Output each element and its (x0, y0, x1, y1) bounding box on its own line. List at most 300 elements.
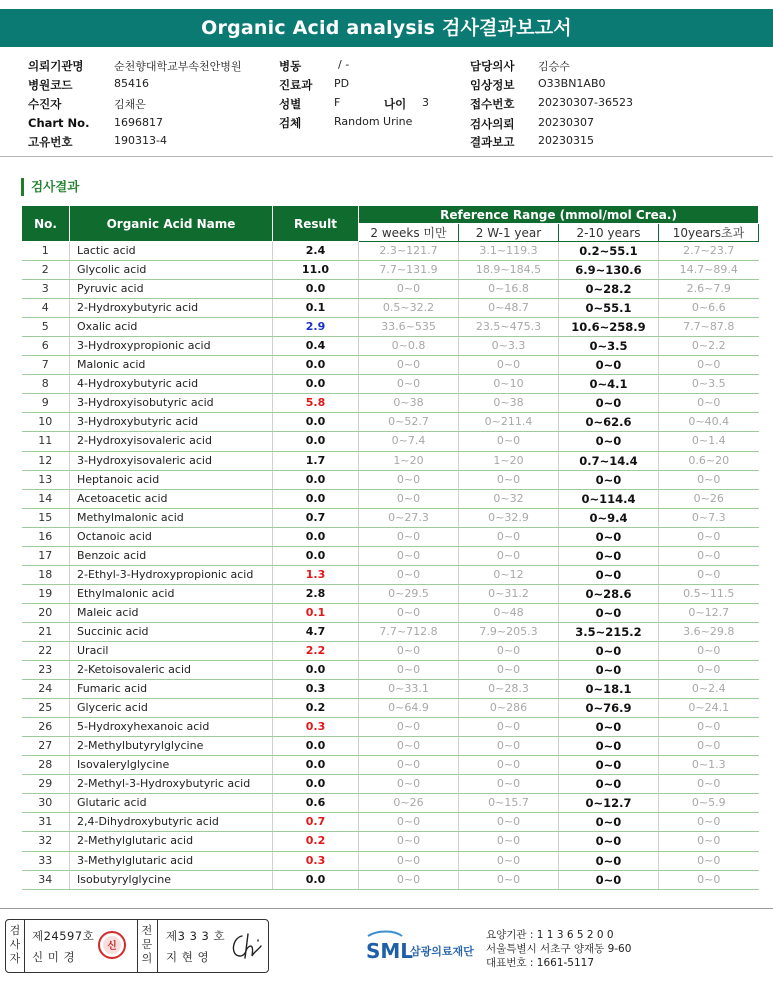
acid-name: Glyceric acid (70, 699, 273, 718)
ref-2weeks: 0~0 (359, 718, 459, 737)
ref-2w-1year: 0~15.7 (459, 794, 559, 813)
ref-2-10years: 0~28.2 (559, 280, 659, 299)
subheader-2weeks: 2 weeks 미만 (359, 224, 459, 242)
ref-10years: 14.7~89.4 (659, 261, 759, 280)
org-line-1: 요양기관 : 1 1 3 6 5 2 0 0 (486, 929, 614, 941)
result-value: 0.0 (273, 870, 359, 889)
specialist-name: 지 현 영 (166, 950, 210, 964)
table-row (22, 661, 759, 680)
table-row (22, 832, 759, 851)
sml-logo (364, 928, 484, 968)
result-value: 0.0 (273, 661, 359, 680)
sex-label: 성별 (279, 97, 302, 111)
ref-2w-1year: 0~28.3 (459, 680, 559, 699)
ref-10years: 0~2.2 (659, 337, 759, 356)
specimen-label: 검체 (279, 116, 302, 130)
ref-2-10years: 0~0 (559, 432, 659, 451)
row-number: 30 (22, 794, 70, 813)
ref-2weeks: 0~0 (359, 489, 459, 508)
ref-10years: 0~5.9 (659, 794, 759, 813)
ref-2w-1year: 0~0 (459, 737, 559, 756)
ref-2-10years: 0~0 (559, 603, 659, 622)
result-value: 2.9 (273, 318, 359, 337)
ref-2w-1year: 0~10 (459, 375, 559, 394)
ref-2weeks: 0~0 (359, 375, 459, 394)
clinical-label: 임상정보 (470, 78, 515, 92)
result-value: 0.2 (273, 832, 359, 851)
specialist-signature (228, 930, 264, 964)
results-table (21, 205, 759, 890)
ref-2-10years: 3.5~215.2 (559, 622, 659, 641)
ref-2-10years: 0~3.5 (559, 337, 659, 356)
ref-2weeks: 0~0 (359, 737, 459, 756)
table-row (22, 680, 759, 699)
ref-2w-1year: 0~0 (459, 527, 559, 546)
acid-name: 3-Hydroxybutyric acid (70, 413, 273, 432)
result-value: 0.0 (273, 546, 359, 565)
ref-2w-1year: 0~0 (459, 775, 559, 794)
ref-2-10years: 0~0 (559, 813, 659, 832)
table-row (22, 261, 759, 280)
result-value: 0.3 (273, 718, 359, 737)
result-value: 2.2 (273, 641, 359, 660)
result-value: 0.3 (273, 851, 359, 870)
acid-name: 2,4-Dihydroxybutyric acid (70, 813, 273, 832)
ref-2-10years: 0.2~55.1 (559, 242, 659, 261)
row-number: 13 (22, 470, 70, 489)
logo-org-name: 삼광의료재단 (410, 945, 474, 958)
acid-name: Methylmalonic acid (70, 508, 273, 527)
result-value: 2.4 (273, 242, 359, 261)
row-number: 6 (22, 337, 70, 356)
ref-2weeks: 0~0 (359, 832, 459, 851)
report-date-label: 결과보고 (470, 135, 515, 149)
acid-name: 3-Methylglutaric acid (70, 851, 273, 870)
ref-10years: 0~0 (659, 775, 759, 794)
ref-2weeks: 0~7.4 (359, 432, 459, 451)
ref-2w-1year: 0~16.8 (459, 280, 559, 299)
table-row (22, 527, 759, 546)
table-row (22, 641, 759, 660)
ref-2weeks: 0~52.7 (359, 413, 459, 432)
ref-2weeks: 0~0 (359, 603, 459, 622)
ref-10years: 0~0 (659, 661, 759, 680)
ref-2w-1year: 0~0 (459, 870, 559, 889)
table-row (22, 870, 759, 889)
ref-2w-1year: 0~48 (459, 603, 559, 622)
table-row (22, 280, 759, 299)
result-value: 0.0 (273, 489, 359, 508)
acid-name: Isovalerylglycine (70, 756, 273, 775)
header-name: Organic Acid Name (70, 206, 273, 242)
specialist-number: 제3 3 3 호 (166, 929, 226, 943)
table-row (22, 813, 759, 832)
signature-box (5, 919, 269, 973)
ref-2-10years: 0~0 (559, 565, 659, 584)
unique-label: 고유번호 (28, 135, 73, 149)
acid-name: 3-Hydroxyisobutyric acid (70, 394, 273, 413)
acid-name: Pyruvic acid (70, 280, 273, 299)
ref-2weeks: 0~0 (359, 565, 459, 584)
ref-10years: 0~0 (659, 870, 759, 889)
acid-name: Malonic acid (70, 356, 273, 375)
ref-2weeks: 2.3~121.7 (359, 242, 459, 261)
ward-label: 병동 (279, 59, 302, 73)
ref-10years: 0~1.3 (659, 756, 759, 775)
ref-2-10years: 0~0 (559, 641, 659, 660)
ref-2w-1year: 0~0 (459, 470, 559, 489)
ref-2weeks: 0~0 (359, 813, 459, 832)
ref-2-10years: 0~12.7 (559, 794, 659, 813)
code-value: 85416 (114, 77, 149, 90)
sex-value: F (334, 96, 341, 109)
ref-2-10years: 0~0 (559, 356, 659, 375)
row-number: 28 (22, 756, 70, 775)
table-row (22, 584, 759, 603)
patient-info (0, 53, 773, 153)
ref-2weeks: 0~0.8 (359, 337, 459, 356)
result-value: 0.0 (273, 775, 359, 794)
ref-10years: 0.6~20 (659, 451, 759, 470)
code-label: 병원코드 (28, 78, 73, 92)
ref-2w-1year: 0~0 (459, 356, 559, 375)
tester-name: 신 미 경 (32, 950, 76, 964)
ref-2w-1year: 0~0 (459, 432, 559, 451)
ref-2weeks: 7.7~712.8 (359, 622, 459, 641)
doctor-value: 김승수 (538, 60, 570, 73)
ref-2w-1year: 0~0 (459, 851, 559, 870)
ref-2weeks: 0~0 (359, 641, 459, 660)
ref-2-10years: 0~0 (559, 718, 659, 737)
ref-10years: 2.6~7.9 (659, 280, 759, 299)
row-number: 3 (22, 280, 70, 299)
result-value: 11.0 (273, 261, 359, 280)
age-label: 나이 (384, 97, 407, 111)
row-number: 17 (22, 546, 70, 565)
ref-2weeks: 0~27.3 (359, 508, 459, 527)
ref-2w-1year: 18.9~184.5 (459, 261, 559, 280)
ref-2-10years: 0~0 (559, 546, 659, 565)
ref-2w-1year: 0~31.2 (459, 584, 559, 603)
ref-2weeks: 0~0 (359, 280, 459, 299)
table-row (22, 337, 759, 356)
ref-2-10years: 0~0 (559, 851, 659, 870)
header-reference: Reference Range (mmol/mol Crea.) (359, 206, 759, 224)
table-row (22, 394, 759, 413)
ref-2-10years: 10.6~258.9 (559, 318, 659, 337)
tester-label: 검사자 (9, 924, 21, 965)
row-number: 7 (22, 356, 70, 375)
unique-value: 190313-4 (114, 134, 167, 147)
ref-2weeks: 0~0 (359, 546, 459, 565)
table-row (22, 737, 759, 756)
acid-name: Uracil (70, 641, 273, 660)
result-value: 0.1 (273, 603, 359, 622)
row-number: 15 (22, 508, 70, 527)
table-row (22, 432, 759, 451)
ref-10years: 0~0 (659, 565, 759, 584)
result-value: 0.0 (273, 280, 359, 299)
ref-2-10years: 0~0 (559, 737, 659, 756)
ref-2-10years: 0~0 (559, 870, 659, 889)
table-row (22, 622, 759, 641)
ref-2-10years: 0~4.1 (559, 375, 659, 394)
acid-name: 5-Hydroxyhexanoic acid (70, 718, 273, 737)
ref-2weeks: 1~20 (359, 451, 459, 470)
ref-10years: 0~0 (659, 546, 759, 565)
table-row (22, 546, 759, 565)
ref-2-10years: 0~76.9 (559, 699, 659, 718)
ref-10years: 3.6~29.8 (659, 622, 759, 641)
info-divider (0, 156, 773, 157)
ref-10years: 0~0 (659, 718, 759, 737)
request-label: 검사의뢰 (470, 117, 515, 131)
ref-2w-1year: 7.9~205.3 (459, 622, 559, 641)
ref-2weeks: 0~0 (359, 470, 459, 489)
ref-10years: 0.5~11.5 (659, 584, 759, 603)
table-row (22, 603, 759, 622)
specimen-value: Random Urine (334, 115, 413, 128)
acid-name: 3-Hydroxyisovaleric acid (70, 451, 273, 470)
row-number: 5 (22, 318, 70, 337)
acid-name: Maleic acid (70, 603, 273, 622)
ref-2-10years: 0~0 (559, 775, 659, 794)
footer-divider (0, 908, 773, 909)
header-no: No. (22, 206, 70, 242)
ref-10years: 2.7~23.7 (659, 242, 759, 261)
ref-2w-1year: 0~211.4 (459, 413, 559, 432)
ref-2w-1year: 0~32.9 (459, 508, 559, 527)
row-number: 20 (22, 603, 70, 622)
ref-2w-1year: 0~48.7 (459, 299, 559, 318)
hospital-value: 순천향대학교부속천안병원 (114, 60, 242, 73)
row-number: 2 (22, 261, 70, 280)
result-value: 0.7 (273, 813, 359, 832)
ref-10years: 0~0 (659, 470, 759, 489)
ref-2w-1year: 23.5~475.3 (459, 318, 559, 337)
row-number: 8 (22, 375, 70, 394)
ref-2weeks: 0~0 (359, 756, 459, 775)
ref-2weeks: 0~0 (359, 356, 459, 375)
table-row (22, 356, 759, 375)
ref-2-10years: 0~28.6 (559, 584, 659, 603)
receipt-label: 접수번호 (470, 97, 515, 111)
row-number: 26 (22, 718, 70, 737)
acid-name: Acetoacetic acid (70, 489, 273, 508)
ref-2-10years: 0~18.1 (559, 680, 659, 699)
ref-2w-1year: 0~286 (459, 699, 559, 718)
org-line-2: 서울특별시 서초구 양재동 9-60 (486, 943, 632, 955)
row-number: 1 (22, 242, 70, 261)
ref-2-10years: 0~9.4 (559, 508, 659, 527)
ref-2weeks: 7.7~131.9 (359, 261, 459, 280)
ref-10years: 0~6.6 (659, 299, 759, 318)
ref-2-10years: 0~0 (559, 661, 659, 680)
receipt-value: 20230307-36523 (538, 96, 633, 109)
table-row (22, 756, 759, 775)
svg-text:신: 신 (107, 941, 117, 952)
acid-name: 2-Methylbutyrylglycine (70, 737, 273, 756)
row-number: 19 (22, 584, 70, 603)
table-row (22, 242, 759, 261)
result-value: 0.0 (273, 756, 359, 775)
table-row (22, 851, 759, 870)
table-row (22, 451, 759, 470)
acid-name: 3-Hydroxypropionic acid (70, 337, 273, 356)
ref-2weeks: 0~0 (359, 870, 459, 889)
ref-2weeks: 0~0 (359, 851, 459, 870)
result-value: 0.0 (273, 356, 359, 375)
ref-2weeks: 0~0 (359, 661, 459, 680)
result-value: 0.0 (273, 375, 359, 394)
ref-10years: 0~0 (659, 813, 759, 832)
acid-name: 2-Methylglutaric acid (70, 832, 273, 851)
row-number: 24 (22, 680, 70, 699)
row-number: 23 (22, 661, 70, 680)
acid-name: 2-Methyl-3-Hydroxybutyric acid (70, 775, 273, 794)
ref-2weeks: 0~29.5 (359, 584, 459, 603)
chart-label: Chart No. (28, 116, 90, 130)
result-value: 2.8 (273, 584, 359, 603)
ref-10years: 0~7.3 (659, 508, 759, 527)
ref-2-10years: 0~114.4 (559, 489, 659, 508)
report-title: Organic Acid analysis 검사결과보고서 (0, 9, 773, 47)
row-number: 16 (22, 527, 70, 546)
ref-2-10years: 6.9~130.6 (559, 261, 659, 280)
ref-10years: 0~1.4 (659, 432, 759, 451)
row-number: 31 (22, 813, 70, 832)
ref-2w-1year: 0~12 (459, 565, 559, 584)
org-line-3: 대표번호 : 1661-5117 (486, 957, 595, 969)
row-number: 9 (22, 394, 70, 413)
acid-name: 2-Ethyl-3-Hydroxypropionic acid (70, 565, 273, 584)
ref-2w-1year: 0~38 (459, 394, 559, 413)
row-number: 18 (22, 565, 70, 584)
ref-2weeks: 33.6~535 (359, 318, 459, 337)
ref-2weeks: 0~64.9 (359, 699, 459, 718)
row-number: 10 (22, 413, 70, 432)
ref-10years: 0~0 (659, 641, 759, 660)
acid-name: Lactic acid (70, 242, 273, 261)
result-value: 0.0 (273, 527, 359, 546)
result-value: 0.2 (273, 699, 359, 718)
ref-10years: 0~2.4 (659, 680, 759, 699)
subheader-2-10years: 2-10 years (559, 224, 659, 242)
ref-10years: 0~0 (659, 527, 759, 546)
ref-2-10years: 0~55.1 (559, 299, 659, 318)
tester-stamp (97, 930, 127, 960)
subheader-10years: 10years초과 (659, 224, 759, 242)
acid-name: Octanoic acid (70, 527, 273, 546)
result-value: 4.7 (273, 622, 359, 641)
ref-10years: 0~24.1 (659, 699, 759, 718)
ref-2w-1year: 0~0 (459, 661, 559, 680)
patient-label: 수진자 (28, 97, 62, 111)
ref-10years: 0~0 (659, 356, 759, 375)
row-number: 27 (22, 737, 70, 756)
acid-name: Ethylmalonic acid (70, 584, 273, 603)
ref-2w-1year: 0~0 (459, 832, 559, 851)
row-number: 4 (22, 299, 70, 318)
acid-name: Glutaric acid (70, 794, 273, 813)
row-number: 25 (22, 699, 70, 718)
table-row (22, 699, 759, 718)
header-result: Result (273, 206, 359, 242)
row-number: 12 (22, 451, 70, 470)
ref-2w-1year: 3.1~119.3 (459, 242, 559, 261)
acid-name: Benzoic acid (70, 546, 273, 565)
ref-10years: 7.7~87.8 (659, 318, 759, 337)
ref-2w-1year: 0~0 (459, 813, 559, 832)
hospital-label: 의뢰기관명 (28, 59, 84, 73)
patient-value: 김채은 (114, 98, 146, 111)
ref-2weeks: 0~33.1 (359, 680, 459, 699)
row-number: 29 (22, 775, 70, 794)
doctor-label: 담당의사 (470, 59, 515, 73)
result-value: 0.0 (273, 432, 359, 451)
specialist-label: 전문의 (141, 924, 153, 965)
ref-10years: 0~0 (659, 737, 759, 756)
result-value: 5.8 (273, 394, 359, 413)
report-date-value: 20230315 (538, 134, 594, 147)
row-number: 32 (22, 832, 70, 851)
result-value: 0.4 (273, 337, 359, 356)
ref-2-10years: 0~62.6 (559, 413, 659, 432)
result-value: 0.6 (273, 794, 359, 813)
dept-label: 진료과 (279, 78, 313, 92)
age-value: 3 (422, 96, 429, 109)
table-row (22, 470, 759, 489)
acid-name: Isobutyrylglycine (70, 870, 273, 889)
row-number: 33 (22, 851, 70, 870)
table-row (22, 508, 759, 527)
ref-2w-1year: 0~0 (459, 756, 559, 775)
result-value: 0.0 (273, 413, 359, 432)
table-row (22, 565, 759, 584)
ref-2weeks: 0~26 (359, 794, 459, 813)
ref-2weeks: 0.5~32.2 (359, 299, 459, 318)
clinical-value: O33BN1AB0 (538, 77, 606, 90)
result-value: 0.3 (273, 680, 359, 699)
table-row (22, 794, 759, 813)
table-row (22, 299, 759, 318)
ref-2w-1year: 0~0 (459, 641, 559, 660)
acid-name: Oxalic acid (70, 318, 273, 337)
ref-2weeks: 0~38 (359, 394, 459, 413)
ward-value: / - (338, 58, 350, 71)
request-value: 20230307 (538, 116, 594, 129)
ref-2w-1year: 0~3.3 (459, 337, 559, 356)
logo-text: SML (366, 939, 414, 963)
subheader-2w-1year: 2 W-1 year (459, 224, 559, 242)
table-row (22, 413, 759, 432)
acid-name: 2-Hydroxybutyric acid (70, 299, 273, 318)
ref-10years: 0~26 (659, 489, 759, 508)
org-info (486, 928, 631, 970)
ref-2-10years: 0~0 (559, 527, 659, 546)
ref-10years: 0~0 (659, 851, 759, 870)
row-number: 14 (22, 489, 70, 508)
row-number: 21 (22, 622, 70, 641)
row-number: 11 (22, 432, 70, 451)
ref-2weeks: 0~0 (359, 775, 459, 794)
result-value: 0.1 (273, 299, 359, 318)
ref-10years: 0~40.4 (659, 413, 759, 432)
row-number: 34 (22, 870, 70, 889)
ref-10years: 0~12.7 (659, 603, 759, 622)
ref-10years: 0~0 (659, 832, 759, 851)
result-value: 0.0 (273, 470, 359, 489)
